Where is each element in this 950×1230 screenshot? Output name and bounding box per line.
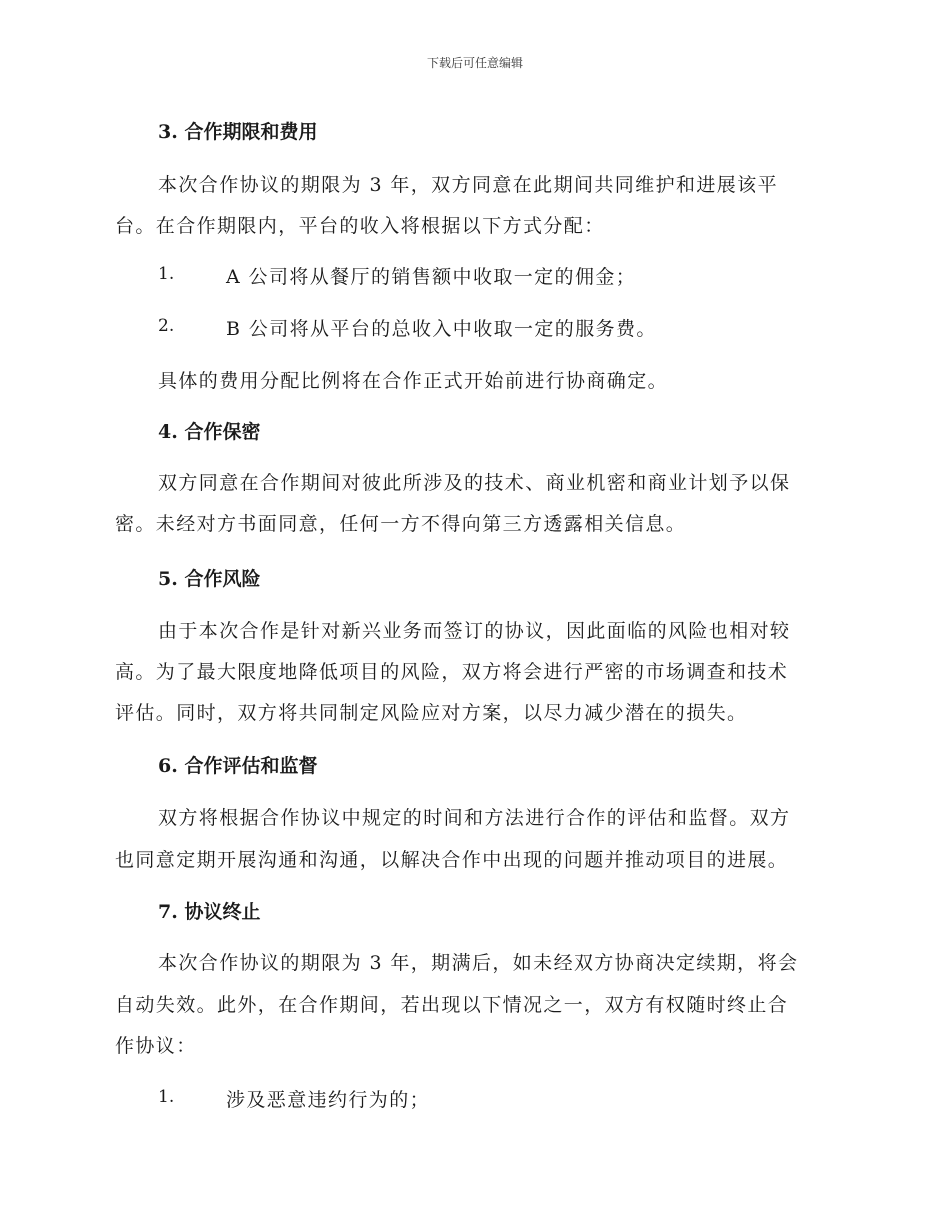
section-7-line-2: 自动失效。此外，在合作期间，若出现以下情况之一，双方有权随时终止合 bbox=[115, 994, 789, 1016]
section-3-paragraph-line-2: 台。在合作期限内，平台的收入将根据以下方式分配： bbox=[115, 215, 605, 237]
section-7-list-number-1: 1. bbox=[158, 1087, 175, 1107]
section-3-list-item-2: B 公司将从平台的总收入中收取一定的服务费。 bbox=[226, 318, 657, 340]
section-4-line-1: 双方同意在合作期间对彼此所涉及的技术、商业机密和商业计划予以保 bbox=[158, 472, 791, 494]
section-3-list-item-1: A 公司将从餐厅的销售额中收取一定的佣金； bbox=[226, 266, 637, 288]
section-7-line-1: 本次合作协议的期限为 3 年，期满后，如未经双方协商决定续期，将会 bbox=[158, 952, 799, 974]
section-4-heading: 4. 合作保密 bbox=[158, 421, 261, 443]
section-5-line-1: 由于本次合作是针对新兴业务而签订的协议，因此面临的风险也相对较 bbox=[158, 620, 791, 642]
section-6-heading: 6. 合作评估和监督 bbox=[158, 755, 318, 777]
section-5-line-3: 评估。同时，双方将共同制定风险应对方案，以尽力减少潜在的损失。 bbox=[115, 702, 748, 724]
section-3-paragraph-line-1: 本次合作协议的期限为 3 年，双方同意在此期间共同维护和进展该平 bbox=[158, 174, 778, 196]
section-3-heading: 3. 合作期限和费用 bbox=[158, 121, 318, 143]
section-7-list-item-1: 涉及恶意违约行为的； bbox=[226, 1089, 431, 1111]
section-6-line-2: 也同意定期开展沟通和沟通，以解决合作中出现的问题并推动项目的进展。 bbox=[115, 849, 789, 871]
section-7-heading: 7. 协议终止 bbox=[158, 901, 261, 923]
section-3-list-number-1: 1. bbox=[158, 264, 175, 284]
page-header: 下载后可任意编辑 bbox=[426, 56, 523, 70]
section-7-line-3: 作协议： bbox=[115, 1035, 197, 1057]
section-5-heading: 5. 合作风险 bbox=[158, 568, 261, 590]
section-3-list-number-2: 2. bbox=[158, 316, 175, 336]
section-3-paragraph-2: 具体的费用分配比例将在合作正式开始前进行协商确定。 bbox=[158, 370, 669, 392]
section-6-line-1: 双方将根据合作协议中规定的时间和方法进行合作的评估和监督。双方 bbox=[158, 807, 791, 829]
section-4-line-2: 密。未经对方书面同意，任何一方不得向第三方透露相关信息。 bbox=[115, 513, 687, 535]
section-5-line-2: 高。为了最大限度地降低项目的风险，双方将会进行严密的市场调查和技术 bbox=[115, 661, 789, 683]
